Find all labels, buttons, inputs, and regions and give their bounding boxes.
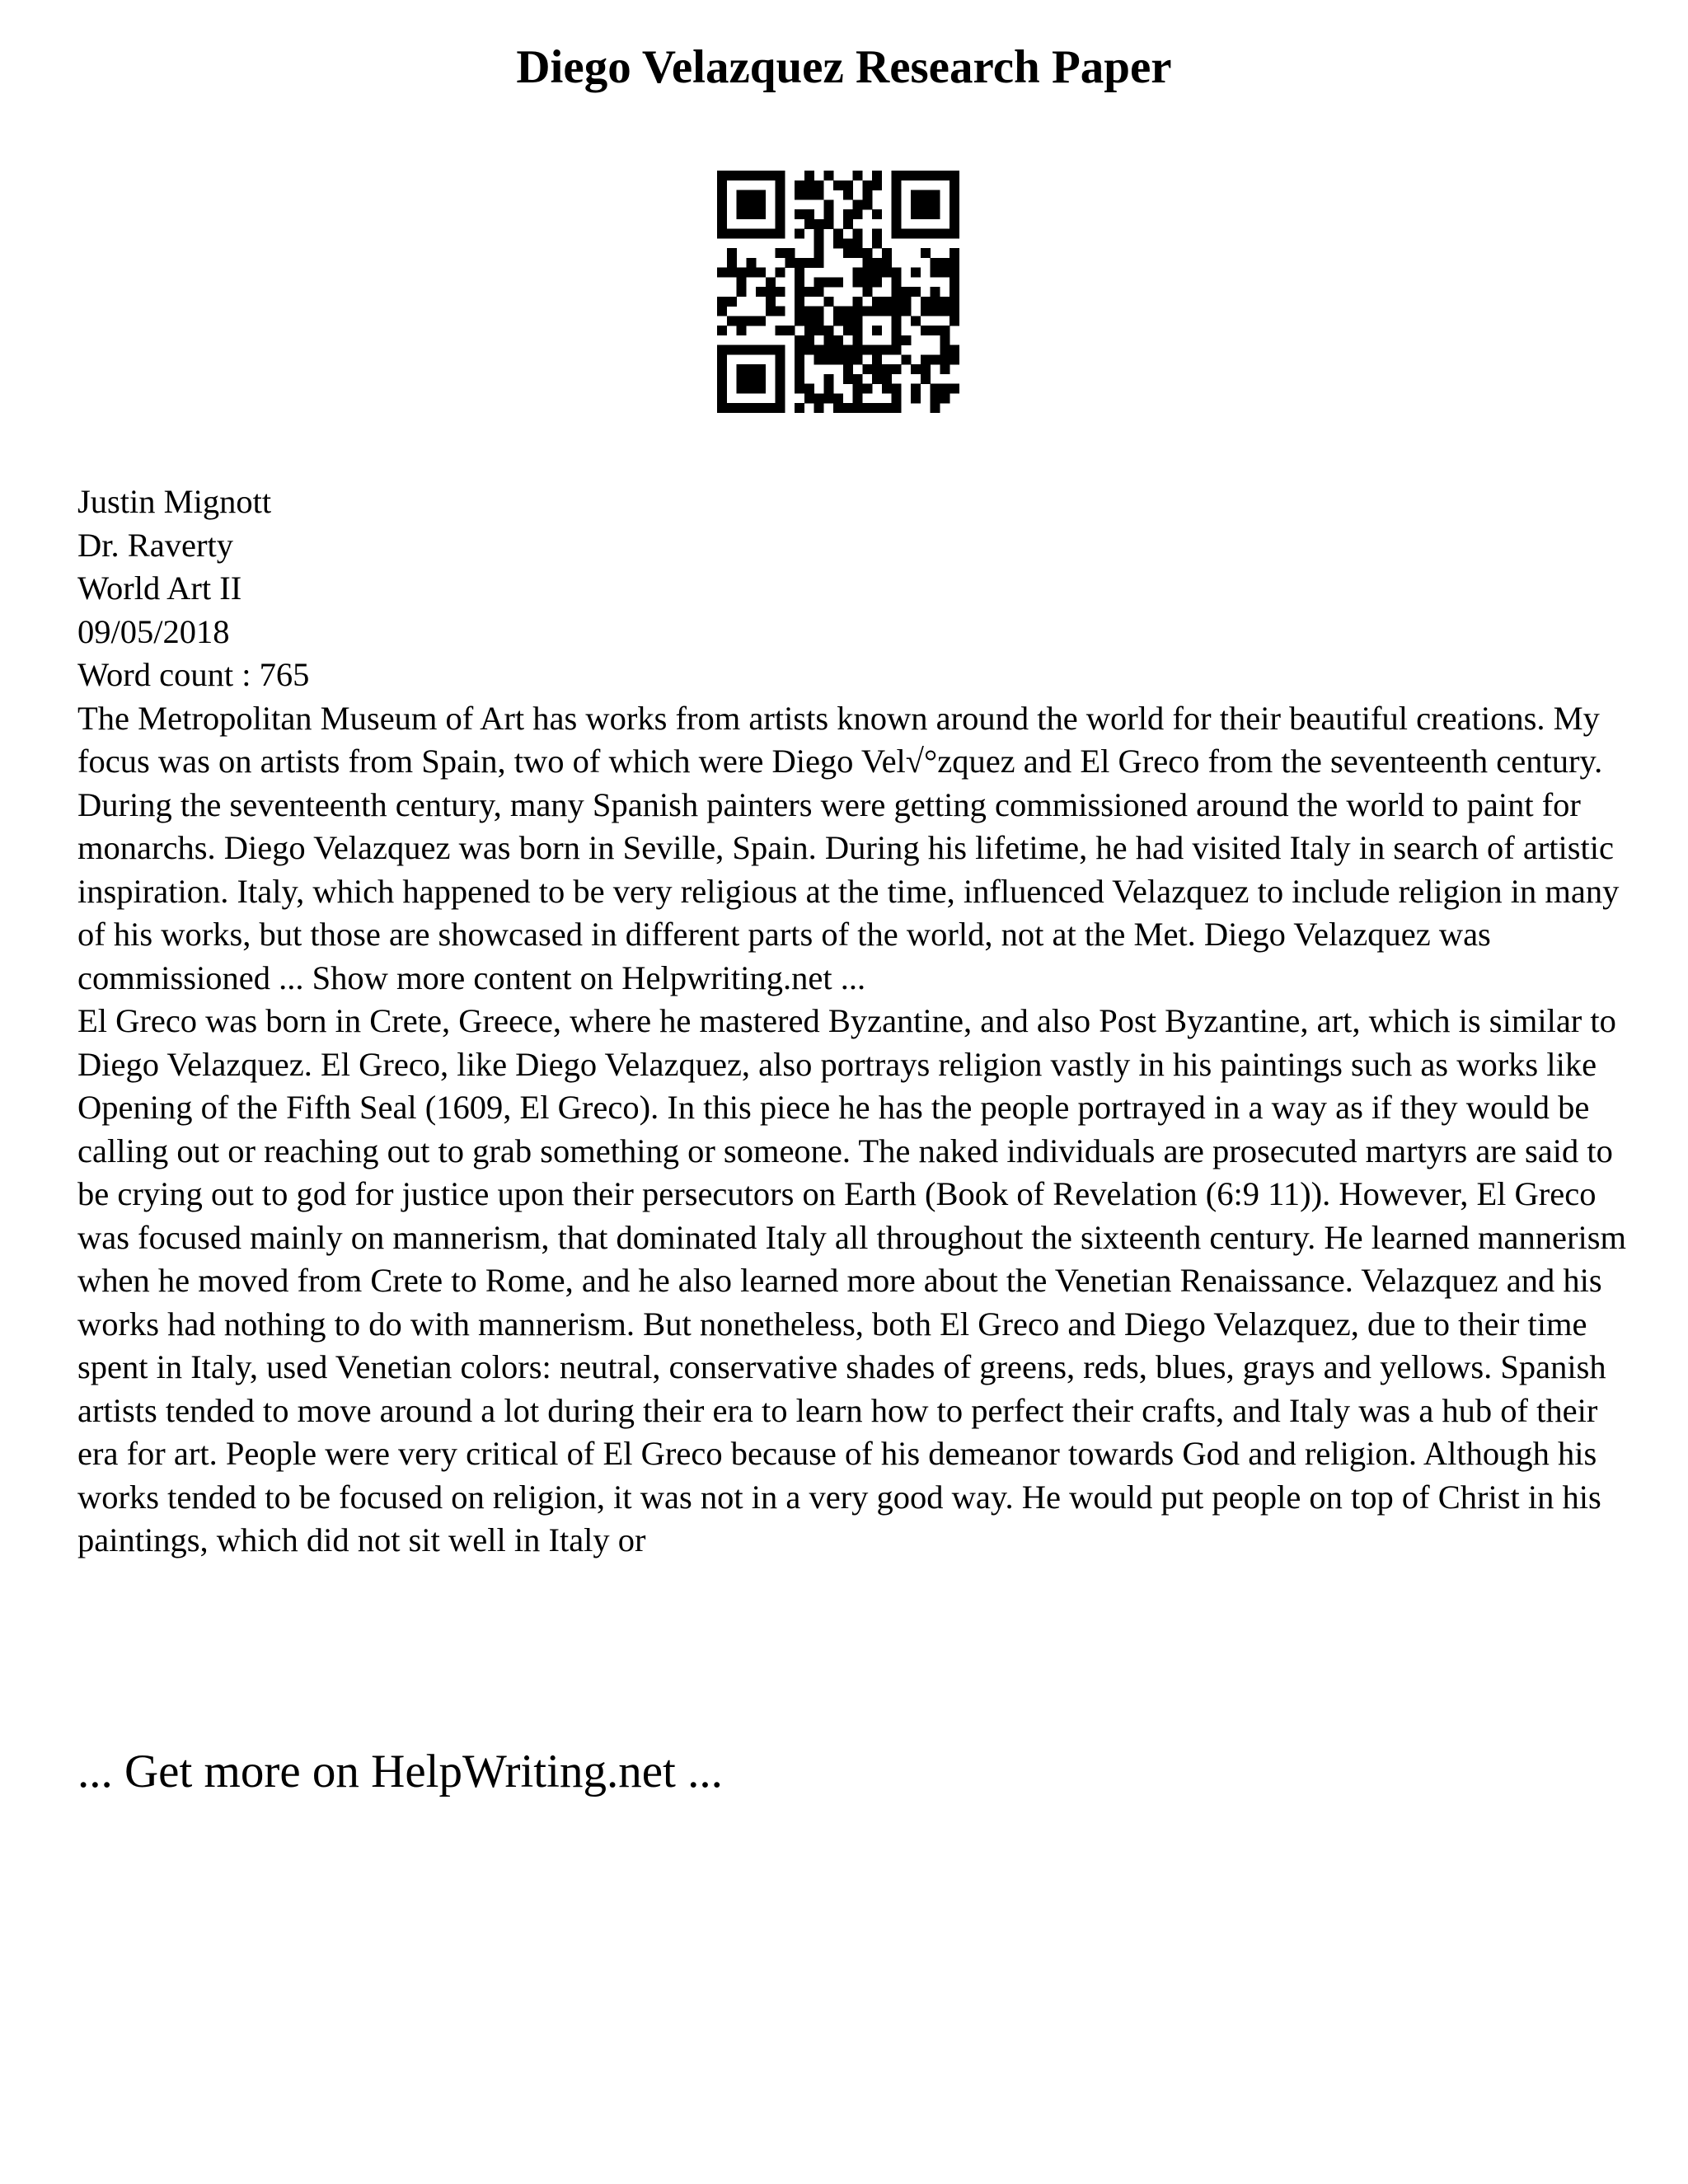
page-title: Diego Velazquez Research Paper (516, 41, 1172, 93)
course-name: World Art II (77, 569, 242, 607)
get-more-link[interactable]: ... Get more on HelpWriting.net ... (77, 1746, 723, 1797)
body-paragraph: The Metropolitan Museum of Art has works from artists known around the world for their beautiful creations. My focus was on artists from Spain, two of which were Diego Vel√°zquez and El Greco from the seventeenth century. During the seventeenth century, many Spanish painters were getting commissioned around the world to paint for monarchs. Diego Velazquez was born in Seville, Spain. During his lifetime, he had visited Italy in search of artistic inspiration. Italy, which happened to be very religious at the time, influenced Velazquez to include religion in many of his works, but those are showcased in different parts of the world, not at the Met. Diego Velazquez was commissioned ... Show more content on Helpwriting.net ... (77, 699, 1620, 996)
author-name: Justin Mignott (77, 483, 272, 520)
word-count: Word count : 765 (77, 656, 310, 693)
paper-body (77, 480, 1627, 1563)
qr-code-icon (717, 171, 959, 413)
instructor-name: Dr. Raverty (77, 526, 233, 564)
paper-date: 09/05/2018 (77, 612, 230, 650)
body-paragraph: El Greco was born in Crete, Greece, where he mastered Byzantine, and also Post Byzantine, art, which is similar to Diego Velazquez. El Greco, like Diego Velazquez, also portrays religion vastly in his paintings such as works like Opening of the Fifth Seal (1609, El Greco). In this piece he has the people portrayed in a way as if they would be calling out or reaching out to grab something or someone. The naked individuals are prosecuted martyrs are said to be crying out to god for justice upon their persecutors on Earth (Book of Revelation (6:9 11)). However, El Greco was focused mainly on mannerism, that dominated Italy all throughout the sixteenth century. He learned mannerism when he moved from Crete to Rome, and he also learned more about the Venetian Renaissance. Velazquez and his works had nothing to do with mannerism. But nonetheless, both El Greco and Diego Velazquez, due to their time spent in Italy, used Venetian colors: neutral, conservative shades of greens, reds, blues, grays and yellows. Spanish artists tended to move around a lot during their era to learn how to perfect their crafts, and Italy was a hub of their era for art. People were very critical of El Greco because of his demeanor towards God and religion. Although his works tended to be focused on religion, it was not in a very good way. He would put people on top of Christ in his paintings, which did not sit well in Italy or (77, 1002, 1626, 1558)
